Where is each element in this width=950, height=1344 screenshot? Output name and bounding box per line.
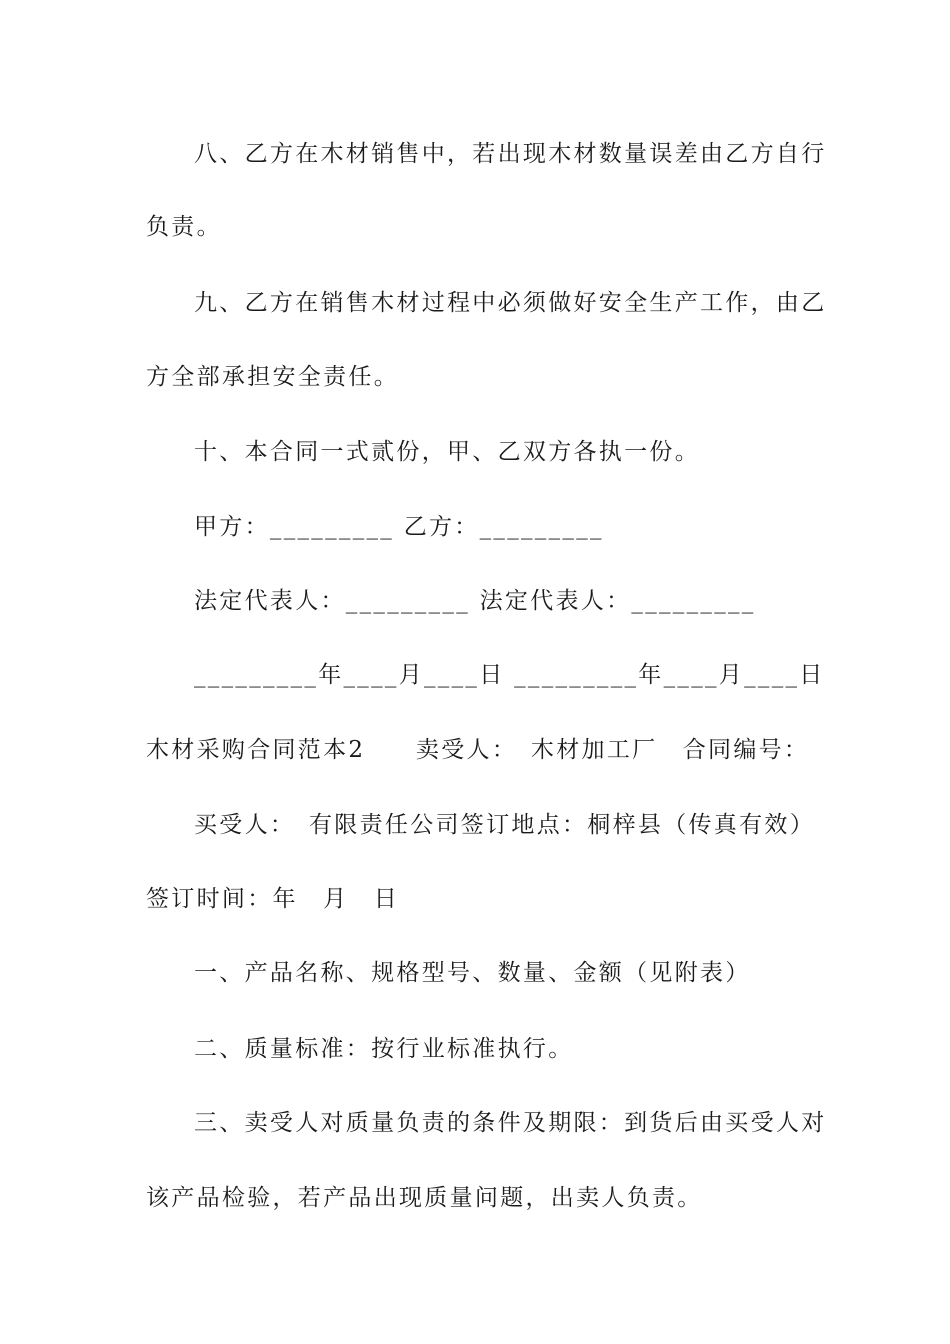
clause-8-line-2: 负责。	[146, 214, 222, 240]
contract-2-clause-1: 一、产品名称、规格型号、数量、金额（见附表）	[194, 960, 751, 986]
buyer-line: 买受人： 有限责任公司签订地点：桐梓县（传真有效）	[194, 812, 815, 838]
clause-9-line-2: 方全部承担安全责任。	[146, 364, 399, 390]
contract-2-clause-3-line-1: 三、卖受人对质量负责的条件及期限：到货后由买受人对	[194, 1110, 827, 1136]
clause-10: 十、本合同一式贰份，甲、乙双方各执一份。	[194, 439, 700, 465]
party-signature-line: 甲方：_________ 乙方：_________	[194, 514, 604, 540]
clause-9-line-1: 九、乙方在销售木材过程中必须做好安全生产工作，由乙	[194, 290, 827, 316]
contract-2-header: 木材采购合同范本2 卖受人： 木材加工厂 合同编号：	[146, 737, 810, 763]
contract-2-clause-2: 二、质量标准：按行业标准执行。	[194, 1036, 574, 1062]
legal-representative-line: 法定代表人：_________ 法定代表人：_________	[194, 588, 756, 614]
date-line: _________年____月____日 _________年____月____日	[194, 662, 825, 688]
clause-8-line-1: 八、乙方在木材销售中，若出现木材数量误差由乙方自行	[194, 141, 827, 167]
signing-time-line: 签订时间：年 月 日	[146, 886, 399, 912]
contract-2-clause-3-line-2: 该产品检验，若产品出现质量问题，出卖人负责。	[146, 1185, 703, 1211]
